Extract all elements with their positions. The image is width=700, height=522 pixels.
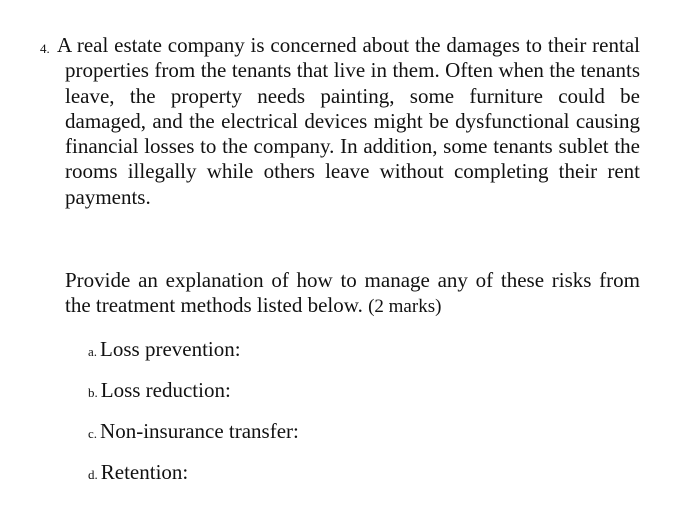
option-non-insurance-transfer (88, 417, 299, 458)
question-number: 4. (40, 41, 50, 56)
option-loss-reduction (88, 376, 299, 417)
marks-label: (2 marks) (368, 296, 442, 318)
option-loss-prevention (88, 335, 299, 376)
option-letter: a. (88, 344, 98, 359)
treatment-options-list (88, 335, 299, 499)
option-letter: d. (88, 467, 98, 482)
option-label: Retention: (100, 460, 189, 484)
question-prompt (65, 268, 640, 320)
option-letter: c. (88, 426, 98, 441)
option-retention (88, 458, 299, 499)
question-intro: A real estate company is concerned about the damages to their rental properties from the tenants that live in them. Often when the tenants leave, the property needs painting, some furniture could be damaged, and the electrical devices might be dysfunctional causing financial losses to the company. In addition, some tenants sublet the rooms illegally while others leave without completing their rent payments. (57, 33, 640, 209)
option-letter: b. (88, 385, 98, 400)
option-label: Loss prevention: (100, 337, 241, 361)
option-label: Non-insurance transfer: (100, 419, 299, 443)
option-label: Loss reduction: (100, 378, 231, 402)
prompt-text: Provide an explanation of how to manage any of these risks from the treatment methods listed below. (65, 268, 640, 318)
